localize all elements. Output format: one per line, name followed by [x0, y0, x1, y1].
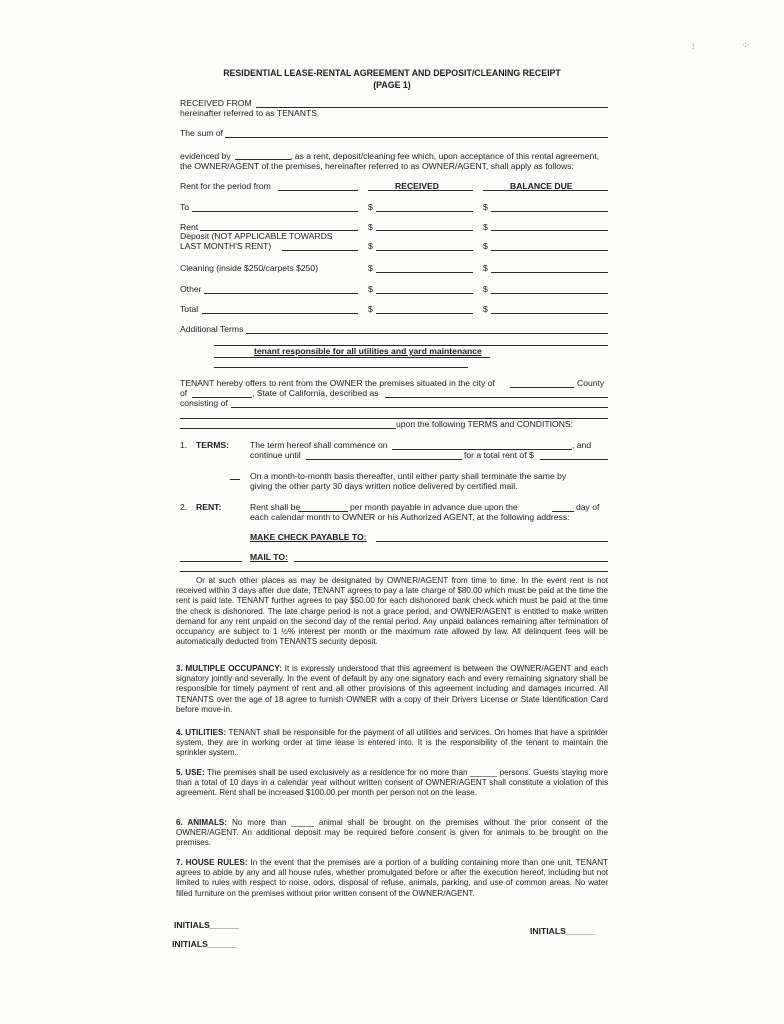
- rent-received-field[interactable]: [376, 230, 473, 231]
- document-title: RESIDENTIAL LEASE-RENTAL AGREEMENT AND DEPOSIT/CLEANING RECEIPT: [223, 68, 561, 78]
- city-field[interactable]: [510, 387, 574, 388]
- dollar-sign: $: [483, 263, 488, 273]
- other-label: Other: [180, 284, 202, 294]
- and-text: , and: [572, 440, 592, 450]
- continue-until-field[interactable]: [306, 459, 462, 460]
- section-7-body: In the event that the premises are a portion of a building containing more than one unit, TENANT agrees to abide by any and all house rules, whether promulgated before or after the execution hereof, including but not limited to rules with respect to noise, odors, disposal of refuse, animals, parking, and use of common areas. No water filled furniture on the premises without prior written consent of the OWNER/AGENT.: [176, 858, 608, 898]
- balance-header-rule: [483, 190, 608, 191]
- section-7-heading: 7. HOUSE RULES:: [176, 858, 248, 867]
- initials-field-2[interactable]: INITIALS______: [172, 939, 237, 949]
- sum-of-label: The sum of: [180, 128, 223, 138]
- total-label: Total: [180, 304, 199, 314]
- consisting-field-3[interactable]: [180, 428, 396, 429]
- month-to-month-check[interactable]: [230, 479, 240, 480]
- initials-field-3[interactable]: INITIALS______: [530, 926, 595, 936]
- offers-text: TENANT hereby offers to rent from the OWNER the premises situated in the city of: [180, 378, 495, 388]
- dollar-sign: $: [483, 202, 488, 212]
- payable-text: per month payable in advance due upon the: [350, 502, 518, 512]
- received-column-header: RECEIVED: [395, 181, 439, 191]
- section-7-house-rules: [176, 858, 608, 899]
- hereinafter-text: hereinafter referred to as TENANTS.: [180, 108, 320, 118]
- other-received-field[interactable]: [376, 293, 473, 294]
- consisting-field[interactable]: [231, 407, 608, 408]
- to-balance-field[interactable]: [491, 211, 608, 212]
- upon-terms-text: upon the following TERMS and CONDITIONS:: [396, 419, 574, 429]
- dollar-sign: $: [483, 241, 488, 251]
- scan-speck-mark: ·:·: [742, 40, 750, 49]
- county-label: County: [577, 378, 605, 388]
- cleaning-received-field[interactable]: [376, 272, 473, 273]
- dollar-sign: $: [368, 304, 373, 314]
- evidenced-by-text: , as a rent, deposit/cleaning fee which, upon acceptance of this rental agreement,: [290, 151, 600, 161]
- rent-period-to-field[interactable]: [192, 211, 358, 212]
- section-1-heading: TERMS:: [196, 440, 229, 450]
- deposit-balance-field[interactable]: [491, 250, 608, 251]
- section-2-heading: RENT:: [196, 502, 222, 512]
- received-header-rule: [368, 190, 473, 191]
- dollar-sign: $: [368, 202, 373, 212]
- to-label: To: [180, 202, 190, 212]
- section-4-heading: 4. UTILITIES:: [176, 728, 227, 737]
- section-2-number: 2.: [180, 502, 188, 512]
- section-6-heading: 6. ANIMALS:: [176, 818, 227, 827]
- additional-terms-field-3[interactable]: [214, 357, 490, 358]
- other-field[interactable]: [204, 293, 358, 294]
- rent-period-label: Rent for the period from: [180, 181, 271, 191]
- continue-until-text: continue until: [250, 450, 301, 460]
- deposit-field[interactable]: [282, 250, 358, 251]
- total-received-field[interactable]: [376, 313, 473, 314]
- section-4-utilities: [176, 728, 608, 759]
- total-rent-field[interactable]: [540, 459, 608, 460]
- to-received-field[interactable]: [376, 211, 473, 212]
- deposit-label-line2: LAST MONTH'S RENT): [180, 241, 272, 251]
- other-balance-field[interactable]: [491, 293, 608, 294]
- additional-terms-field[interactable]: [246, 333, 608, 334]
- initials-field-1[interactable]: INITIALS______: [174, 920, 239, 930]
- total-field[interactable]: [202, 313, 358, 314]
- dollar-sign: $: [483, 222, 488, 232]
- month-to-month-text: On a month-to-month basis thereafter, until either party shall terminate the same by: [250, 471, 567, 481]
- evidenced-by-label: evidenced by: [180, 151, 231, 161]
- make-check-payable-label: MAKE CHECK PAYABLE TO:: [250, 532, 367, 542]
- mail-to-left-field[interactable]: [180, 561, 242, 562]
- rent-balance-field[interactable]: [491, 230, 608, 231]
- section-3-multiple-occupancy: [176, 664, 608, 715]
- dollar-sign: $: [483, 284, 488, 294]
- tenant-responsible-text: tenant responsible for all utilities and yard maintenance: [254, 346, 482, 356]
- total-rent-text: for a total rent of $: [464, 450, 534, 460]
- mail-to-label: MAIL TO:: [250, 552, 288, 562]
- state-text: , State of California, described as: [252, 388, 379, 398]
- section-4-body: TENANT shall be responsible for the payment of all utilities and services. On homes that have a sprinkler system, they are in working order at time lease is entered into. It is the responsibility of the tenant to maintain the sprinkler system.: [176, 728, 608, 758]
- deposit-label: Deposit (NOT APPLICABLE TOWARDS: [180, 231, 333, 241]
- consisting-label: consisting of: [180, 398, 228, 408]
- month-to-month-text-2: giving the other party 30 days written notice delivered by certified mail.: [250, 481, 518, 491]
- rent-period-from-field[interactable]: [278, 190, 358, 191]
- section-6-animals: [176, 818, 608, 849]
- received-from-label: RECEIVED FROM: [180, 98, 252, 108]
- section-5-use: [176, 768, 608, 799]
- term-commence-text: The term hereof shall commence on: [250, 440, 388, 450]
- rent-label: Rent: [180, 222, 199, 232]
- dollar-sign: $: [483, 304, 488, 314]
- cleaning-label: Cleaning (inside $250/carpets $250): [180, 263, 319, 273]
- of-label: of: [180, 388, 188, 398]
- additional-terms-label: Additional Terms: [180, 324, 244, 334]
- sum-of-field[interactable]: [225, 137, 608, 138]
- mail-to-field[interactable]: [294, 561, 608, 562]
- calendar-month-text: each calendar month to OWNER or his Authorized AGENT, at the following address:: [250, 512, 570, 522]
- section-5-body: The premises shall be used exclusively as a residence for no more than ______ persons. Guests staying more than a total of 10 days in a calendar year without written consent of OWNER/AGENT shall constitute a violation of this agreement. Rent shall be increased $100.00 per month per person not on the lease.: [176, 768, 608, 798]
- described-as-field[interactable]: [385, 397, 608, 398]
- rent-shall-be-text: Rent shall be: [250, 502, 301, 512]
- cleaning-balance-field[interactable]: [491, 272, 608, 273]
- section-3-body: It is expressly understood that this agreement is between the OWNER/AGENT and each signatory jointly and severally. In the event of default by any one signatory each and every remaining signatory shall be responsible for timely payment of rent and all other provisions of this agreement including and damages incurred. All TENANTS over the age of 18 agree to furnish OWNER with a copy of their Drivers License or State Identification Card before move-in.: [176, 664, 608, 714]
- evidenced-by-field[interactable]: [235, 159, 291, 160]
- day-of-text: day of: [576, 502, 600, 512]
- dollar-sign: $: [368, 263, 373, 273]
- total-balance-field[interactable]: [491, 313, 608, 314]
- section-6-body: No more than _____ animal shall be brought on the premises without the prior consent of the OWNER/AGENT. An additional deposit may be required before consent is given for animals to be brought on the premises.: [176, 818, 608, 848]
- late-charge-paragraph: Or at such other places as may be designated by OWNER/AGENT from time to time. In the event rent is not received within 3 days after due date, TENANT agrees to pay a late charge of $80.00 which must be paid at the time the rent is paid late. TENANT further agrees to pay $50.00 for each dishonored bank check which must be paid at the time the check is dishonored. The late charge period is not a grace period, and OWNER/AGENT is entitled to make written demand for any rent unpaid on the second day of the rental period. Any unpaid balances remaining after termination of occupancy are subject to 1 ½% interest per month or the maximum rate allowed by law. All delinquent fees will be automatically deducted from TENANTS security deposit.: [176, 576, 608, 647]
- section-5-heading: 5. USE:: [176, 768, 205, 777]
- scan-speck-mark: ⁝: [692, 42, 695, 51]
- dollar-sign: $: [368, 222, 373, 232]
- section-3-heading: 3. MULTIPLE OCCUPANCY:: [176, 664, 282, 673]
- mail-to-field-2[interactable]: [180, 571, 608, 572]
- balance-due-column-header: BALANCE DUE: [510, 181, 573, 191]
- deposit-received-field[interactable]: [376, 250, 473, 251]
- make-check-payable-field[interactable]: [376, 541, 608, 542]
- evidenced-by-text-line2: the OWNER/AGENT of the premises, hereinafter referred to as OWNER/AGENT, shall apply as follows:: [180, 161, 574, 171]
- section-1-number: 1.: [180, 440, 188, 450]
- dollar-sign: $: [368, 284, 373, 294]
- additional-terms-field-4[interactable]: [214, 367, 468, 368]
- page-label: (PAGE 1): [373, 80, 411, 90]
- dollar-sign: $: [368, 241, 373, 251]
